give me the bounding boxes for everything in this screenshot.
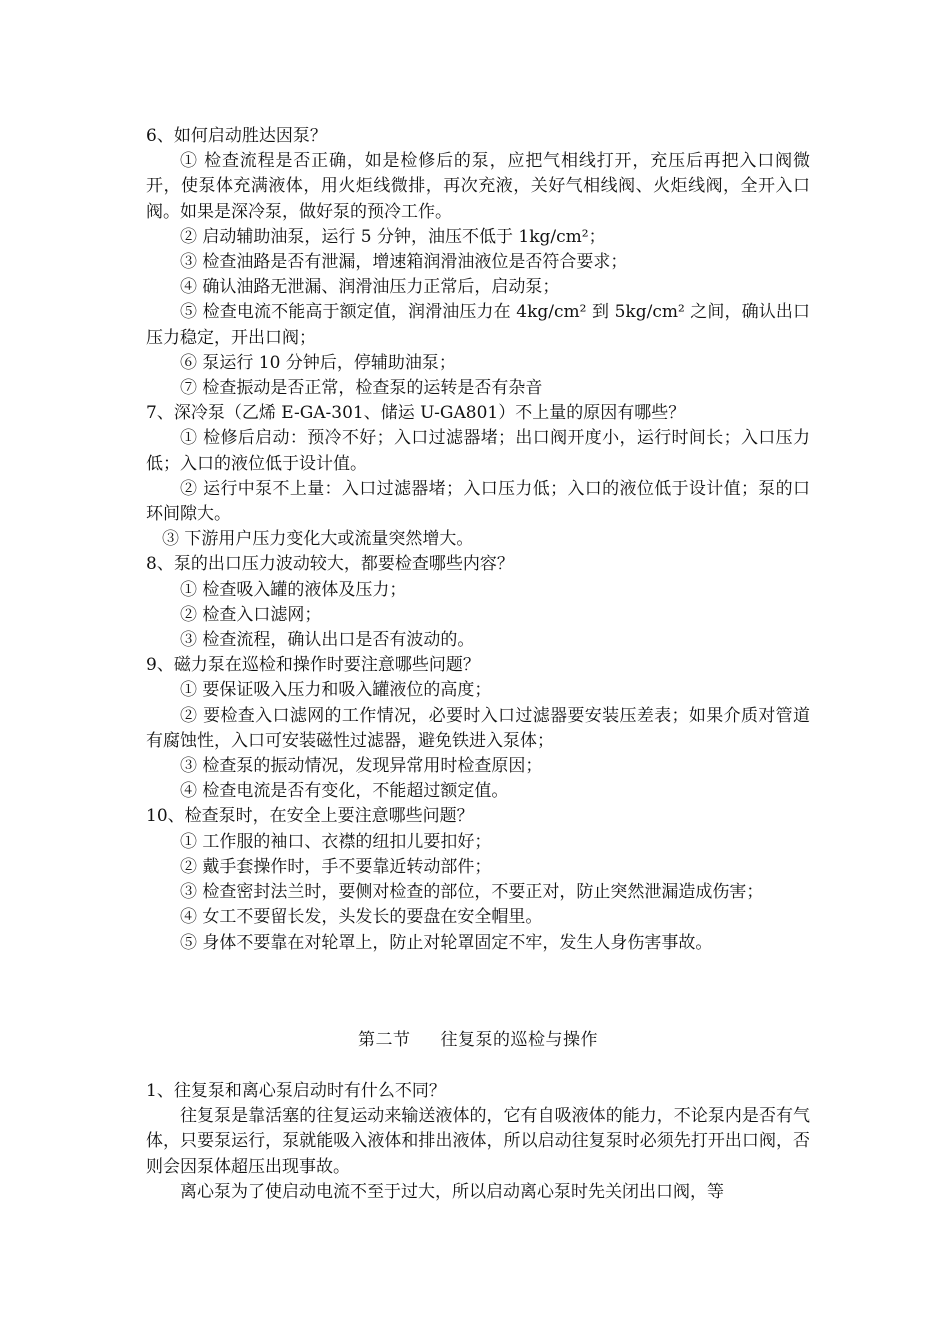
answer-item: ⑤ 身体不要靠在对轮罩上，防止对轮罩固定不牢，发生人身伤害事故。 xyxy=(180,932,713,953)
answer-item: ① 检修后启动：预冷不好；入口过滤器堵；出口阀开度小，运行时间长；入口压力低；入口的液位低于设计值。 xyxy=(146,428,810,474)
answer-item: ③ 检查密封法兰时，要侧对检查的部位，不要正对，防止突然泄漏造成伤害； xyxy=(180,882,764,903)
answer-item: ④ 检查电流是否有变化，不能超过额定值。 xyxy=(180,781,509,802)
question-heading: 7、深冷泵（乙烯 E-GA-301、储运 U-GA801）不上量的原因有哪些？ xyxy=(146,403,686,424)
answer-item: ① 检查吸入罐的液体及压力； xyxy=(180,579,407,600)
answer-item: ② 启动辅助油泵，运行 5 分钟，油压不低于 1kg/cm²； xyxy=(180,226,606,247)
answer-item: ② 运行中泵不上量：入口过滤器堵；入口压力低；入口的液位低于设计值；泵的口环间隙大。 xyxy=(146,478,810,525)
answer-item: ③ 检查泵的振动情况，发现异常用时检查原因； xyxy=(180,756,543,777)
answer-item: ② 要检查入口滤网的工作情况，必要时入口过滤器要安装压差表；如果介质对管道有腐蚀性，入口可安装磁性过滤器，避免铁进入泵体； xyxy=(146,705,810,751)
section-title-text: 往复泵的巡检与操作 xyxy=(440,1029,598,1050)
section-number: 第二节 xyxy=(358,1029,411,1050)
answer-item: ⑥ 泵运行 10 分钟后，停辅助油泵； xyxy=(180,352,456,373)
question-heading: 1、往复泵和离心泵启动时有什么不同？ xyxy=(146,1080,446,1101)
question-heading: 6、如何启动胜达因泵？ xyxy=(146,126,327,146)
answer-item: ⑤ 检查电流不能高于额定值，润滑油压力在 4kg/cm² 到 5kg/cm² 之间，确认出口压力稳定，开出口阀； xyxy=(146,302,810,348)
answer-item: ④ 确认油路无泄漏、润滑油压力正常后，启动泵； xyxy=(180,277,560,298)
question-heading: 10、检查泵时，在安全上要注意哪些问题？ xyxy=(146,806,474,827)
answer-item: ② 戴手套操作时，手不要靠近转动部件； xyxy=(180,856,492,877)
answer-item: ③ 下游用户压力变化大或流量突然增大。 xyxy=(162,529,474,550)
answer-item: ⑦ 检查振动是否正常，检查泵的运转是否有杂音 xyxy=(180,378,543,399)
question-heading: 9、磁力泵在巡检和操作时要注意哪些问题？ xyxy=(146,655,480,676)
answer-item: ① 工作服的袖口、衣襟的纽扣儿要扣好； xyxy=(180,831,492,852)
answer-item: ④ 女工不要留长发，头发长的要盘在安全帽里。 xyxy=(180,907,543,928)
answer-item: ③ 检查流程，确认出口是否有波动的。 xyxy=(180,630,475,651)
answer-item: ② 检查入口滤网； xyxy=(180,604,322,625)
question-heading: 8、泵的出口压力波动较大，都要检查哪些内容？ xyxy=(146,554,514,575)
answer-item: ① 检查流程是否正确，如是检修后的泵，应把气相线打开，充压后再把入口阀微开，使泵体充满液体，用火炬线微排，再次充液，关好气相线阀、火炬线阀，全开入口阀。如果是深冷泵，做好泵的预冷工作。 xyxy=(146,151,810,222)
answer-item: ① 要保证吸入压力和吸入罐液位的高度； xyxy=(180,680,492,701)
document-body xyxy=(146,124,810,1205)
answer-item: 往复泵是靠活塞的往复运动来输送液体的，它有自吸液体的能力，不论泵内是否有气体，只要泵运行，泵就能吸入液体和排出液体，所以启动往复泵时必须先打开出口阀，否则会因泵体超压出现事故。 xyxy=(146,1106,810,1177)
answer-item: 离心泵为了使启动电流不至于过大，所以启动离心泵时先关闭出口阀，等 xyxy=(180,1181,724,1202)
section-heading xyxy=(146,1028,810,1053)
qa-list xyxy=(146,124,810,956)
answer-item: ③ 检查油路是否有泄漏，增速箱润滑油液位是否符合要求； xyxy=(180,252,628,273)
section-qa-list xyxy=(146,1079,810,1205)
